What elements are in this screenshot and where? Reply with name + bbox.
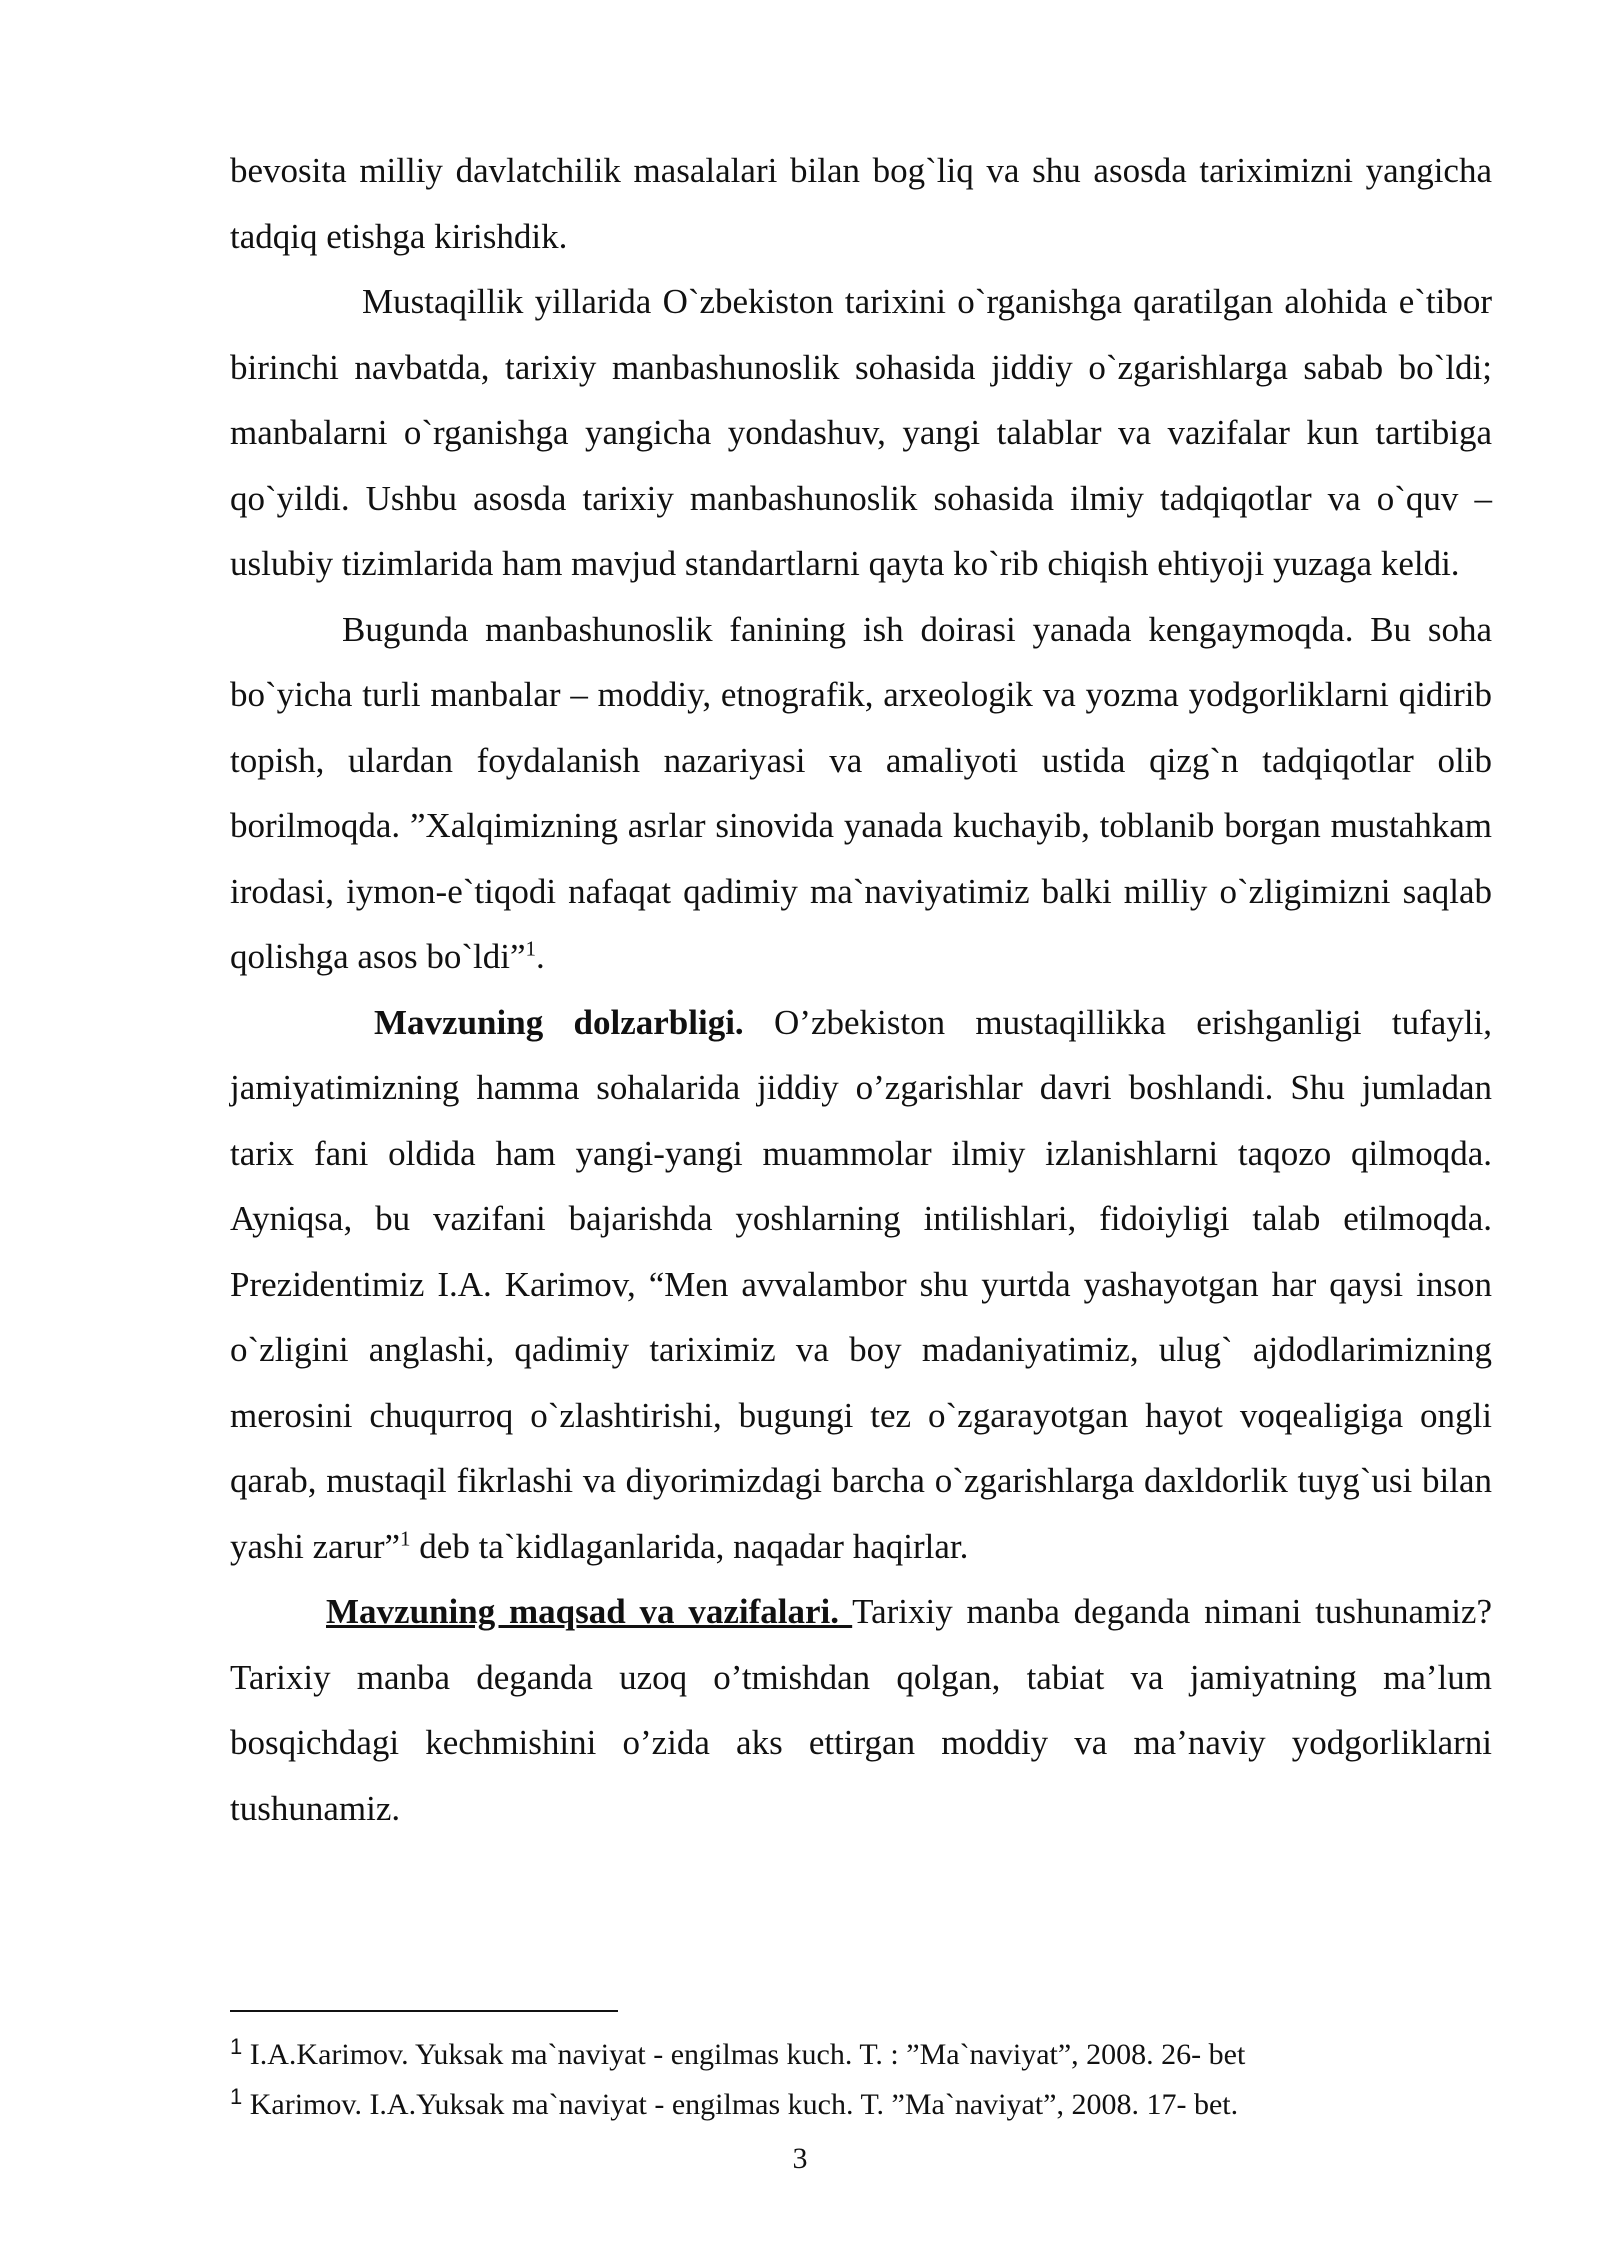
paragraph-5-text: Tarixiy manba deganda nimani tushunamiz? Tarixiy manba deganda uzoq o’tmishdan qolgan, tabiat va jamiyatning ma’lum bosqichdagi kechmishini o’zida aks ettirgan moddiy va ma’naviy yodgorliklarni tushunamiz.: [230, 1592, 1492, 1828]
footnote-2-mark: 1: [230, 2084, 243, 2109]
paragraph-4-end: deb ta`kidlaganlarida, naqadar haqirlar.: [410, 1526, 969, 1566]
footnote-ref-2: 1: [400, 1525, 411, 1550]
paragraph-3-end: .: [536, 937, 545, 976]
heading-underline-gap: [839, 1592, 852, 1631]
paragraph-3: [230, 597, 1492, 990]
paragraph-2: Mustaqillik yillarida O`zbekiston tarixini o`rganishga qaratilgan alohida e`tibor birinchi navbatda, tarixiy manbashunoslik sohasida jiddiy o`zgarishlarga sabab bo`ldi; manbalarni o`rganishga yangicha yondashuv, yangi talablar va vazifalar kun tartibiga qo`yildi. Ushbu asosda tarixiy manbashunoslik sohasida ilmiy tadqiqotlar va o`quv –uslubiy tizimlarida ham mavjud standartlarni qayta ko`rib chiqish ehtiyoji yuzaga keldi.: [230, 282, 1492, 583]
paragraph-4-text: O’zbekiston mustaqillikka erishganligi tufayli, jamiyatimizning hamma sohalarida jiddiy o’zgarishlar davri boshlandi. Shu jumladan tarix fani oldida ham yangi-yangi muammolar ilmiy izlanishlarni taqozo qilmoqda. Ayniqsa, bu vazifani bajarishda yoshlarning intilishlari, fidoiyligi talab etilmoqda. Prezidentimiz I.A. Karimov, “Men avvalambor shu yurtda yashayotgan har qaysi inson o`zligini anglashi, qadimiy tariximiz va boy madaniyatimiz, ulug` ajdodlarimizning merosini chuqurroq o`zlashtirishi, bugungi tez o`zgarayotgan hayot voqealigiga ongli qarab, mustaqil fikrlashi va diyorimizdagi barcha o`zgarishlarga daxldorlik tuyg`usi bilan yashi zarur”: [230, 1002, 1492, 1566]
paragraph-1: bevosita milliy davlatchilik masalalari bilan bog`liq va shu asosda tariximizni yangicha tadqiq etishga kirishdik.: [230, 151, 1492, 256]
page-number: 3: [792, 2142, 808, 2175]
footnote-1-mark: 1: [230, 2034, 243, 2059]
paragraph-3-text: Bugunda manbashunoslik fanining ish doirasi yanada kengaymoqda. Bu soha bo`yicha turli manbalar – moddiy, etnografik, arxeologik va yozma yodgorliklarni qidirib topish, ulardan foydalanish nazariyasi va amaliyoti ustida qizg`n tadqiqotlar olib borilmoqda. ”Xalqimizning asrlar sinovida yanada kuchayib, toblanib borgan mustahkam irodasi, iymon-e`tiqodi nafaqat qadimiy ma`naviyatimiz balki milliy o`zligimizni saqlab qolishga asos bo`ldi”: [230, 609, 1492, 976]
footnote-1: [230, 2030, 1492, 2080]
footnote-separator: [230, 2010, 618, 2012]
footnotes: [230, 2030, 1492, 2130]
section-heading-goals: Mavzuning maqsad va vazifalari.: [326, 1592, 839, 1631]
footnote-ref-1: 1: [525, 936, 537, 961]
paragraph-5: [230, 1579, 1492, 1841]
section-heading-relevance: Mavzuning dolzarbligi.: [374, 1002, 744, 1042]
paragraph-4: [230, 990, 1492, 1580]
footnote-2-text: Karimov. I.A.Yuksak ma`naviyat - engilmas kuch. T. ”Ma`naviyat”, 2008. 17- bet.: [242, 2088, 1239, 2121]
footnote-2: [230, 2080, 1492, 2130]
footnote-1-text: I.A.Karimov. Yuksak ma`naviyat - engilmas kuch. T. : ”Ma`naviyat”, 2008. 26- bet: [242, 2038, 1246, 2071]
document-body: [230, 138, 1492, 1841]
